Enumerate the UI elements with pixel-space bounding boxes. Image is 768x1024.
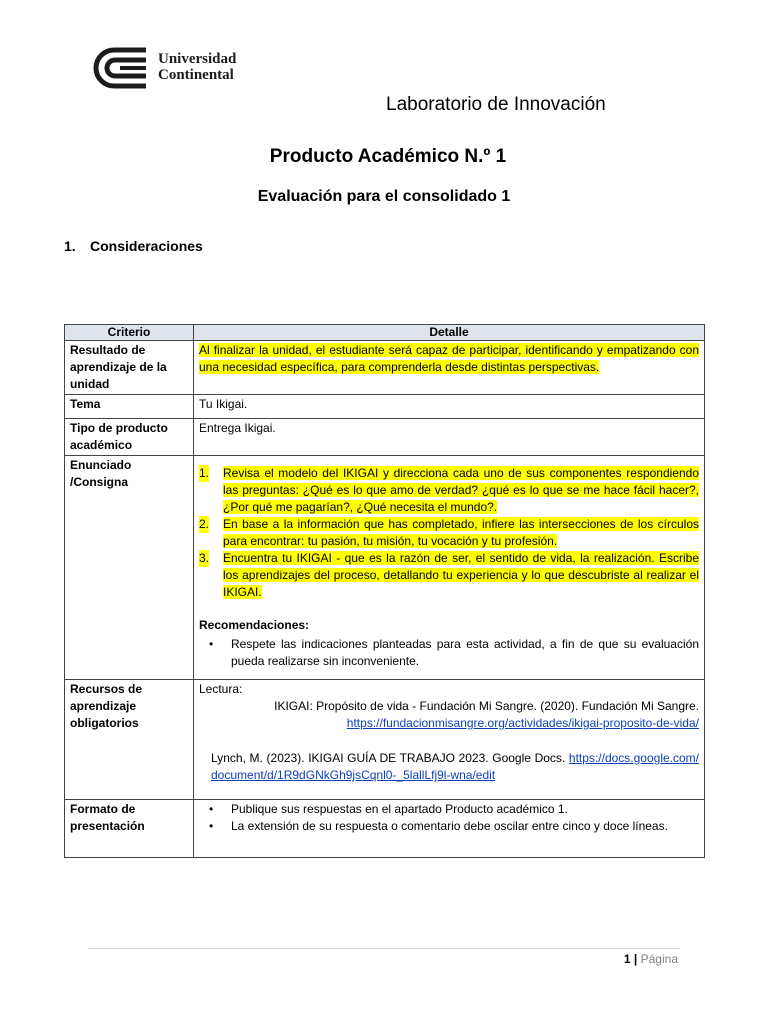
product-title [0, 146, 768, 168]
lab-title: Laboratorio de Innovación [386, 94, 606, 115]
logo-line1: Universidad [158, 51, 237, 67]
step-number: 2. [199, 517, 210, 531]
page-separator: | [633, 952, 638, 966]
step-text: En base a la información que has completado, infiere las intersecciones de los círculos para encontrar: tu pasión, tu misión, tu vocación y tu profesión. [223, 517, 699, 548]
row-label-recursos: Recursos de aprendizaje obligatorios [65, 680, 194, 800]
evaluation-title: Evaluación para el consolidado 1 [257, 188, 511, 205]
row-label-enunciado: Enunciado /Consigna [65, 456, 194, 680]
row-detail-resultado [194, 341, 705, 395]
recommendations-title: Recomendaciones: [199, 618, 310, 632]
format-list [199, 801, 699, 835]
row-detail-tema: Tu Ikigai. [194, 395, 705, 419]
row-detail-formato [194, 800, 705, 858]
list-item: • Publique sus respuestas en el apartado Producto académico 1. [199, 801, 699, 818]
list-item: • Respete las indicaciones planteadas para esta actividad, a fin de que su evaluación pueda realizarse sin inconveniente. [199, 636, 699, 670]
row-label-tema: Tema [65, 395, 194, 419]
row-detail-enunciado [194, 456, 705, 680]
page-number: 1 [623, 952, 631, 966]
row-label-resultado: Resultado de aprendizaje de la unidad [65, 341, 194, 395]
table-row [65, 800, 705, 858]
considerations-table [64, 324, 705, 858]
step-text: Revisa el modelo del IKIGAI y direcciona cada uno de sus componentes respondiendo las preguntas: ¿Qué es lo que amo de verdad? ¿qué es lo que se me hace fácil hacer?, ¿Por qué me pagarían?, ¿Qué necesita el mundo?. [223, 466, 699, 514]
table-header-row [65, 325, 705, 341]
table-row [65, 419, 705, 456]
table-row [65, 456, 705, 680]
product-title-text: Producto Académico N.º 1 [269, 146, 507, 167]
table-row [65, 341, 705, 395]
section-title: Consideraciones [90, 238, 203, 254]
table-row [65, 395, 705, 419]
footer-divider [88, 948, 680, 949]
row-label-formato: Formato de presentación [65, 800, 194, 858]
list-item [199, 516, 699, 550]
page-footer [624, 952, 678, 966]
page-label: Página [640, 952, 678, 966]
step-number: 3. [199, 551, 210, 565]
resource-2 [199, 750, 699, 784]
table-row [65, 680, 705, 800]
list-item [199, 465, 699, 516]
recommendations-list [199, 636, 699, 670]
resource-1-link[interactable]: https://fundacionmisangre.org/actividades/ikigai-proposito-de-vida/ [346, 716, 699, 730]
steps-list [199, 465, 699, 601]
logo-line2: Continental [158, 67, 234, 83]
row-detail-tipo: Entrega Ikigai. [194, 419, 705, 456]
resource-2-link[interactable]: https://docs.google.com/document/d/1R9dGNkGh9jsCqnl0-_5lallLfj9l-wna/edit [211, 751, 699, 782]
section-number: 1. [64, 238, 76, 254]
resource-2-text: Lynch, M. (2023). IKIGAI GUÍA DE TRABAJO 2023. Google Docs. [211, 751, 566, 765]
logo-text [158, 51, 236, 83]
header-criterio: Criterio [65, 325, 194, 341]
resources-intro: Lectura: [199, 682, 243, 696]
resource-1 [199, 698, 699, 732]
step-text: Encuentra tu IKIGAI - que es la razón de ser, el sentido de vida, la realización. Escribe los aprendizajes del proceso, detallando tu experiencia y lo que descubriste al realizar el IKIGAI. [223, 551, 699, 599]
step-number: 1. [199, 466, 210, 480]
list-item: • La extensión de su respuesta o comentario debe oscilar entre cinco y doce líneas. [199, 818, 699, 835]
university-logo [90, 44, 250, 94]
row-detail-recursos [194, 680, 705, 800]
list-item [199, 550, 699, 601]
resource-1-text: IKIGAI: Propósito de vida - Fundación Mi Sangre. (2020). Fundación Mi Sangre. [274, 699, 699, 713]
row-label-tipo: Tipo de producto académico [65, 419, 194, 456]
section-heading [64, 238, 203, 254]
logo-mark-icon [90, 44, 152, 92]
header-detalle: Detalle [194, 325, 705, 341]
resultado-text: Al finalizar la unidad, el estudiante será capaz de participar, identificando y empatizando con una necesidad específica, para comprenderla desde distintas perspectivas. [199, 343, 699, 374]
